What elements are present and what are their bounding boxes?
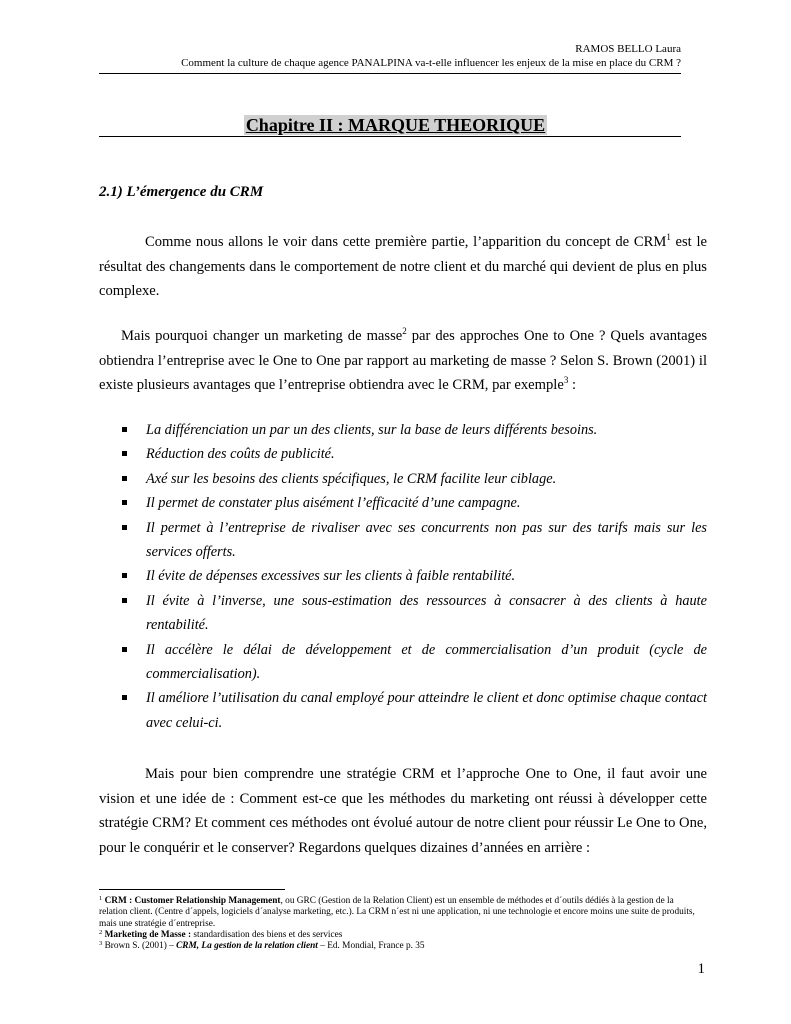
paragraph-2 [99,324,707,398]
list-item-text: Il améliore l’utilisation du canal employé pour atteindre le client et donc optimise chaque contact avec celui-ci. [146,690,707,731]
chapter-title-text: Chapitre II : MARQUE THEORIQUE [245,115,546,135]
square-bullet-icon [122,647,127,652]
square-bullet-icon [122,573,127,578]
section-title: 2.1) L’émergence du CRM [99,184,264,200]
footnote-3-prefix: Brown S. (2001) – [102,941,177,952]
square-bullet-icon [122,525,127,530]
paragraph-2-text-end: : [568,377,577,393]
list-item-text: Il permet de constater plus aisément l’efficacité d’une campagne. [146,495,521,512]
list-item-text: Il évite de dépenses excessives sur les clients à faible rentabilité. [146,568,516,585]
footnote-2 [99,930,704,941]
square-bullet-icon [122,451,127,456]
list-item-text: Réduction des coûts de publicité. [146,446,335,463]
footnote-ref-1: 1 [666,232,671,242]
list-item-text: La différenciation un par un des clients, sur la base de leurs différents besoins. [146,422,598,438]
list-item-text: Axé sur les besoins des clients spécifiques, le CRM facilite leur ciblage. [146,470,557,487]
footnote-1-text: , ou GRC (Gestion de la Relation Client) est un ensemble de méthodes et d´outils dédiés à la gestion de la relation client. (Centre d´appels, logiciels d´analyse marketing, etc.). La CRM n´est ni une application, ni une technologie et encore moins une suite de produits, mais une stratégie d´entreprise. [99,896,695,929]
list-item [119,516,707,565]
footnote-separator [99,889,285,890]
header-subtitle: Comment la culture de chaque agence PANALPINA va-t-elle influencer les enjeux de la mise en place du CRM ? [181,57,681,69]
list-item [119,418,707,442]
footnote-1-term: CRM : Customer Relationship Management [104,896,281,906]
header-rule [99,73,681,74]
paragraph-3: Mais pour bien comprendre une stratégie CRM et l’approche One to One, il faut avoir une vision et une idée de : Comment est-ce que les méthodes du marketing ont réussi à développer cette stratégie CRM? Et comment ces méthodes ont évolué autour de notre client pour réussir Le One to One, pour le conquérir et le conserver? Regardons quelques dizaines d’années en arrière : [99,766,707,856]
footnote-1 [99,896,704,930]
footnote-2-number: 2 [99,928,103,936]
footnote-3-book-title: CRM, La gestion de la relation client [176,941,318,952]
list-item [119,467,707,491]
page-number: 1 [697,961,705,977]
footnote-3-suffix: – Ed. Mondial, France p. 35 [317,941,425,952]
chapter-rule [99,136,681,137]
footnotes [99,896,704,952]
list-item-text: Il évite à l’inverse, une sous-estimation des ressources à consacrer à des clients à haute rentabilité. [146,592,707,634]
footnote-ref-3: 3 [563,375,569,385]
footnote-2-term: Marketing de Masse : [104,929,192,940]
list-item [119,589,707,638]
paragraph-1-text-end: est le résultat des changements dans le comportement de notre client et du marché qui devient de plus en plus complexe. [99,234,707,299]
paragraph-1-text-start: Comme nous allons le voir dans cette première partie, l’apparition du concept de CRM [145,234,667,250]
list-item [119,686,707,735]
list-item-text: Il permet à l’entreprise de rivaliser avec ses concurrents non pas sur des tarifs mais sur les services offerts. [146,519,707,561]
footnote-ref-2: 2 [402,326,407,336]
square-bullet-icon [122,695,127,700]
advantages-list [119,418,707,735]
paragraph-2-text-middle: par des approches One to One ? Quels avantages obtiendra l’entreprise avec le One to One par rapport au marketing de masse ? Selon S. Brown (2001) il existe plusieurs avantages que l’entreprise obtiendra avec le CRM, par exemple [99,328,708,393]
square-bullet-icon [122,598,127,603]
paragraph-2-text-start: Mais pourquoi changer un marketing de masse [121,328,403,344]
footnote-3-number: 3 [99,940,103,948]
list-item [119,638,707,687]
footnote-1-number: 1 [99,895,103,902]
list-item-text: Il accélère le délai de développement et de commercialisation d’un produit (cycle de commercialisation). [146,641,707,683]
header-author: RAMOS BELLO Laura [575,43,681,55]
chapter-title [0,113,791,137]
footnote-3 [99,941,704,952]
footnote-2-text: standardisation des biens et des services [191,929,343,940]
paragraph-1 [99,230,707,304]
list-item [119,491,707,515]
square-bullet-icon [122,476,127,481]
list-item [119,442,707,466]
square-bullet-icon [122,500,127,505]
list-item [119,564,707,588]
square-bullet-icon [122,427,127,432]
